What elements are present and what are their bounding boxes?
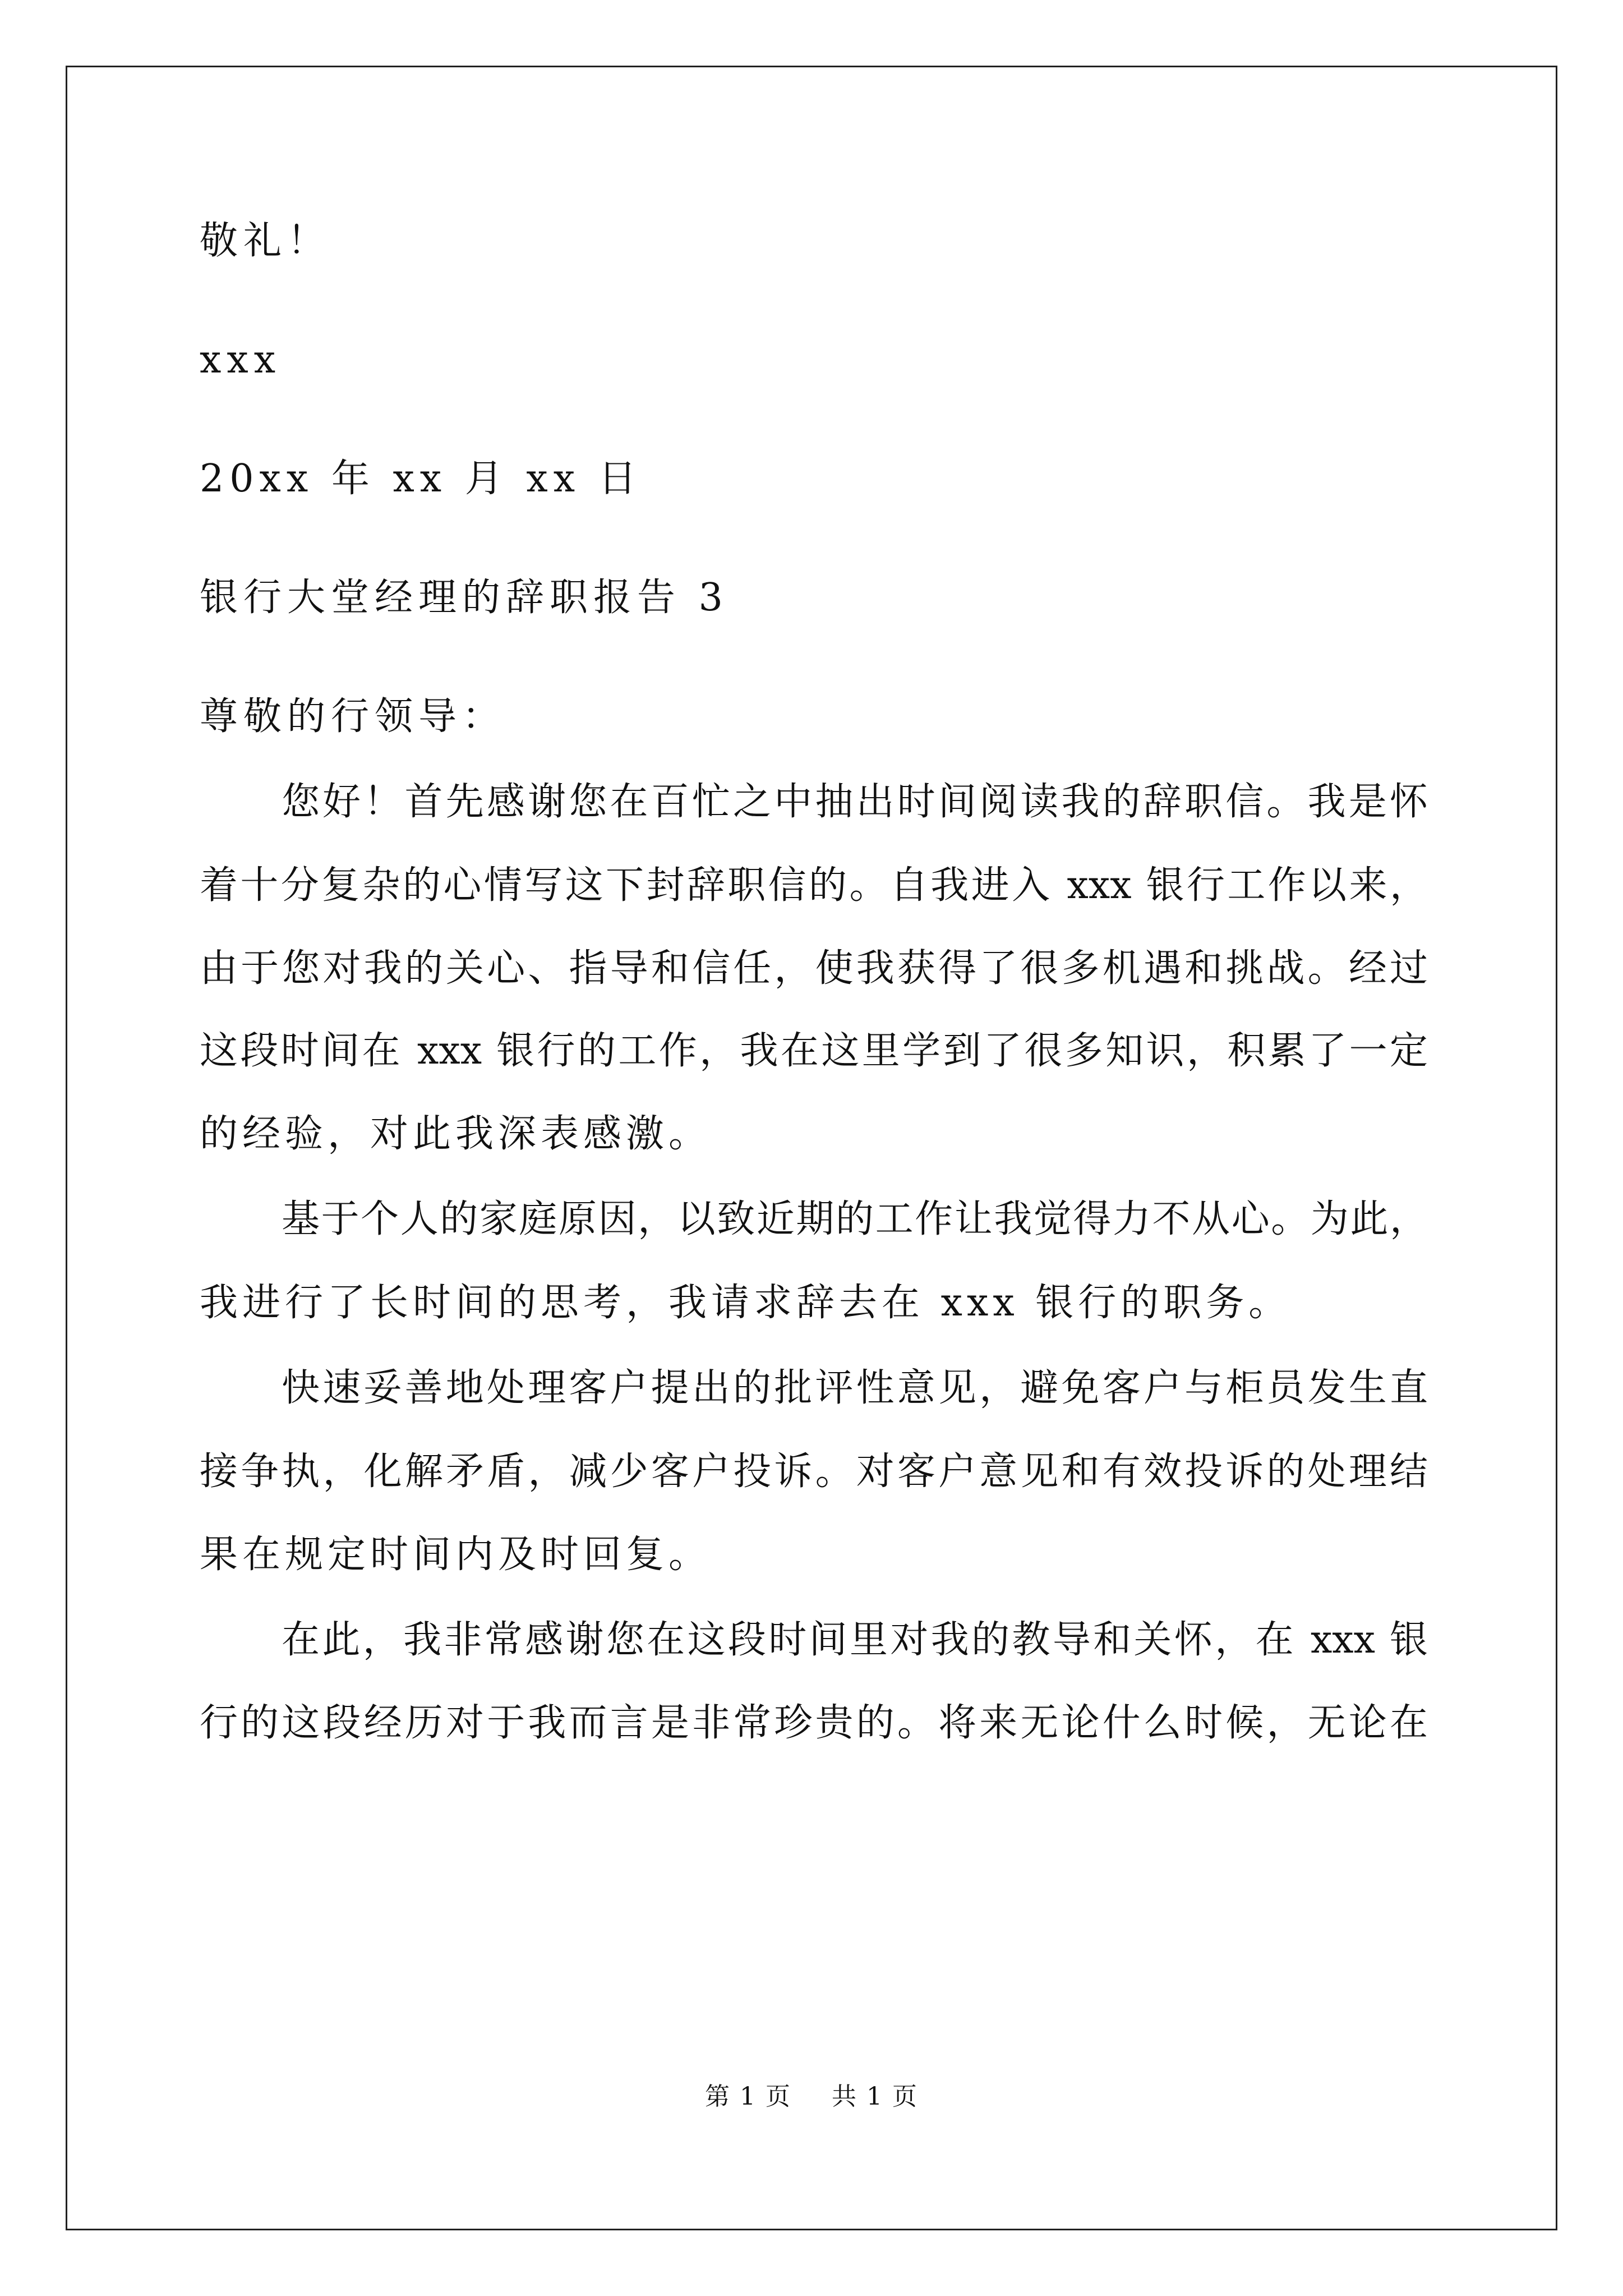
page-number-current: 第 1 页 bbox=[705, 2082, 791, 2111]
paragraph-1-line-4: 这段时间在 xxx 银行的工作，我在这里学到了很多知识，积累了一定 bbox=[200, 1029, 1428, 1073]
page-footer bbox=[0, 2082, 1623, 2111]
signature-date: 20xx 年 xx 月 xx 日 bbox=[200, 457, 642, 501]
paragraph-1-line-2: 着十分复杂的心情写这下封辞职信的。自我进入 xxx 银行工作以来， bbox=[200, 863, 1428, 908]
paragraph-3-line-2: 接争执，化解矛盾，减少客户投诉。对客户意见和有效投诉的处理结 bbox=[200, 1450, 1428, 1494]
paragraph-2-line-2: 我进行了长时间的思考，我请求辞去在 xxx 银行的职务。 bbox=[200, 1281, 1292, 1325]
section-title: 银行大堂经理的辞职报告 3 bbox=[200, 576, 728, 620]
closing-salute: 敬礼！ bbox=[200, 219, 331, 263]
paragraph-2-line-1: 基于个人的家庭原因，以致近期的工作让我觉得力不从心。为此， bbox=[282, 1197, 1428, 1241]
paragraph-3-line-1: 快速妥善地处理客户提出的批评性意见，避免客户与柜员发生直 bbox=[282, 1366, 1428, 1410]
salutation: 尊敬的行领导： bbox=[200, 694, 506, 739]
paragraph-1-line-1: 您好！首先感谢您在百忙之中抽出时间阅读我的辞职信。我是怀 bbox=[282, 780, 1428, 824]
paragraph-1-line-5: 的经验，对此我深表感激。 bbox=[200, 1112, 712, 1156]
paragraph-4-line-1: 在此，我非常感谢您在这段时间里对我的教导和关怀，在 xxx 银 bbox=[282, 1618, 1428, 1662]
signature-name: xxx bbox=[200, 338, 282, 382]
paragraph-4-line-2: 行的这段经历对于我而言是非常珍贵的。将来无论什么时候，无论在 bbox=[200, 1701, 1428, 1745]
paragraph-3-line-3: 果在规定时间内及时回复。 bbox=[200, 1533, 712, 1577]
paragraph-1-line-3: 由于您对我的关心、指导和信任，使我获得了很多机遇和挑战。经过 bbox=[200, 946, 1428, 991]
page-number-total: 共 1 页 bbox=[832, 2082, 918, 2111]
